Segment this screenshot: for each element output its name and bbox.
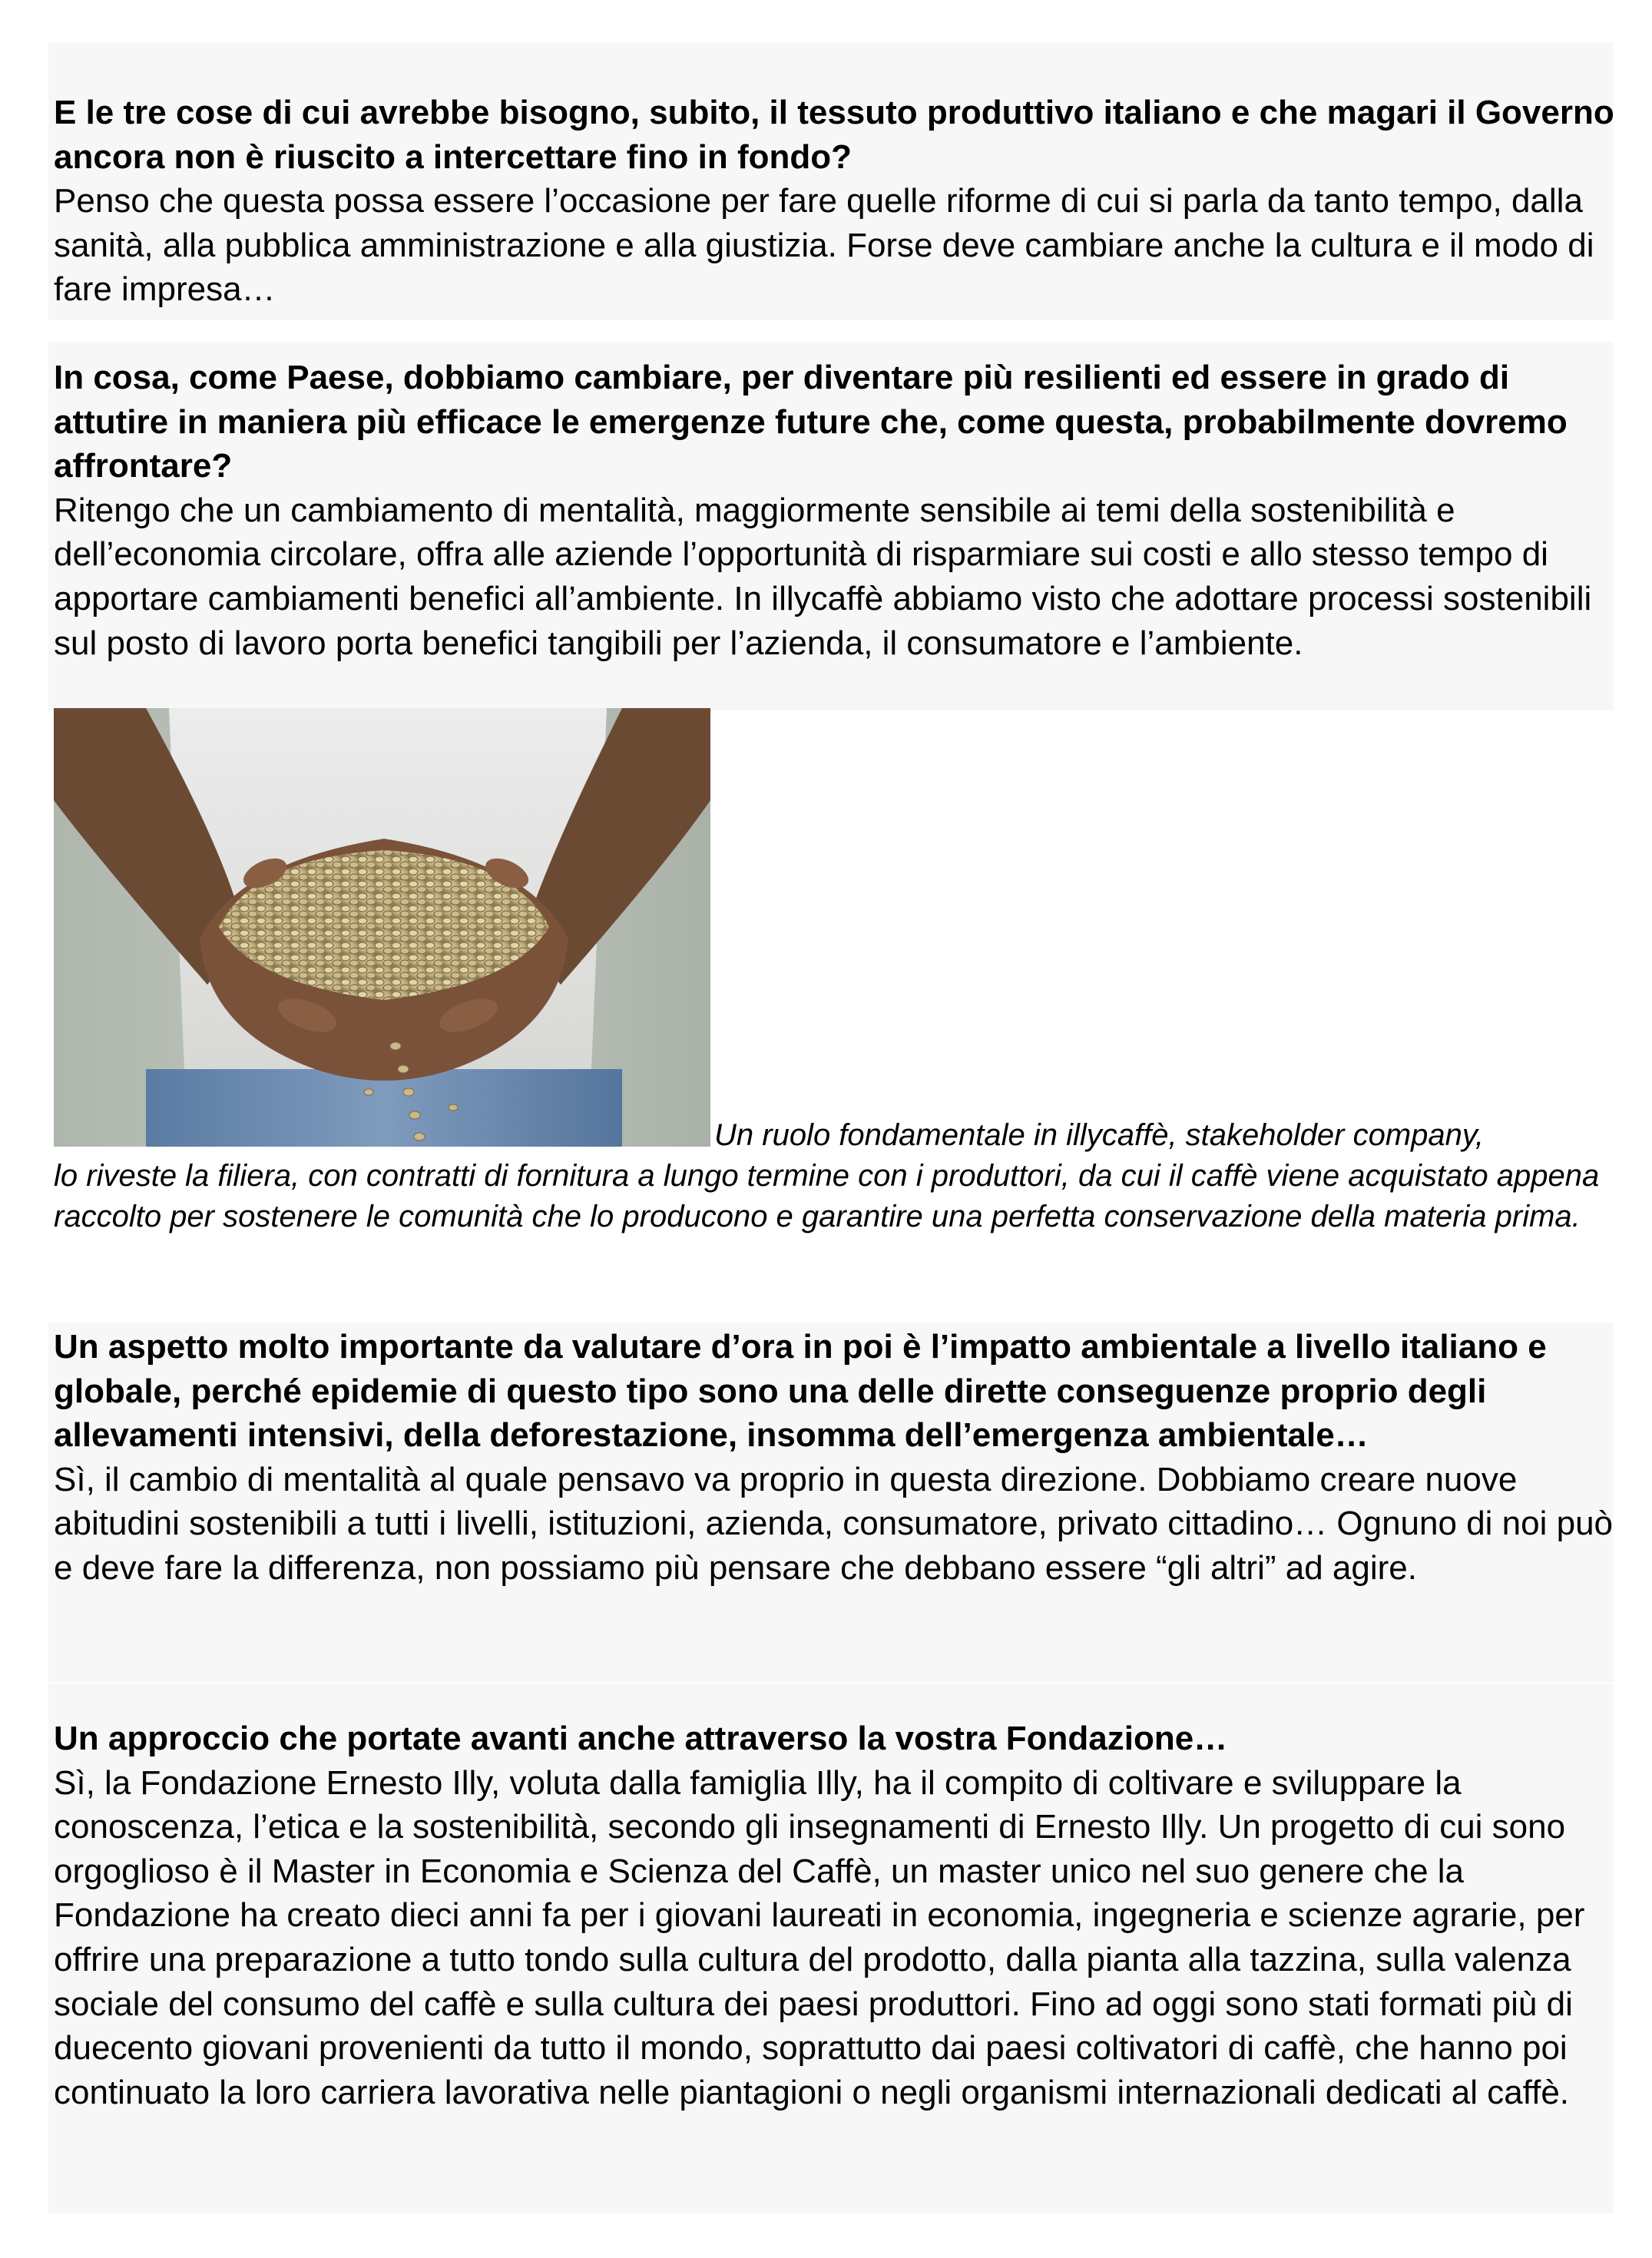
section-2 [54, 356, 1621, 665]
section-4-question: Un approccio che portate avanti anche attraverso la vostra Fondazione… [54, 1720, 1228, 1757]
section-3-answer: Sì, il cambio di mentalità al quale pensavo va proprio in questa direzione. Dobbiamo creare nuove abitudini sostenibili a tutti i livelli, istituzioni, azienda, consumatore, privato cittadino… Ognuno di noi può e deve fare la differenza, non possiamo più pensare che debbano essere “gli altri” ad agire. [54, 1460, 1614, 1587]
section-4-answer: Sì, la Fondazione Ernesto Illy, voluta dalla famiglia Illy, ha il compito di coltivare e sviluppare la conoscenza, l’etica e la sostenibilità, secondo gli insegnamenti di Ernesto Illy. Un progetto di cui sono orgoglioso è il Master in Economia e Scienza del Caffè, un master unico nel suo genere che la Fondazione ha creato dieci anni fa per i giovani laureati in economia, ingegneria e scienze agrarie, per offrire una preparazione a tutto tondo sulla cultura del prodotto, dalla pianta alla tazzina, sulla valenza sociale del consumo del caffè e sulla cultura dei paesi produttori. Fino ad oggi sono stati formati più di duecento giovani provenienti da tutto il mondo, soprattutto dai paesi coltivatori di caffè, che hanno poi continuato la loro carriera lavorativa nelle piantagioni o negli organismi internazionali dedicati al caffè. [54, 1763, 1585, 2111]
section-1 [54, 91, 1621, 312]
section-1-question: E le tre cose di cui avrebbe bisogno, subito, il tessuto produttivo italiano e che magari il Governo ancora non è riuscito a intercettare fino in fondo? [54, 94, 1614, 176]
section-2-answer: Ritengo che un cambiamento di mentalità, maggiormente sensibile ai temi della sostenibilità e dell’economia circolare, offra alle aziende l’opportunità di risparmiare sui costi e allo stesso tempo di apportare cambiamenti benefici all’ambiente. In illycaffè abbiamo visto che adottare processi sostenibili sul posto di lavoro porta benefici tangibili per l’azienda, il consumatore e l’ambiente. [54, 491, 1592, 662]
section-2-question: In cosa, come Paese, dobbiamo cambiare, per diventare più resilienti ed essere in grado di attutire in maniera più efficace le emergenze future che, come questa, probabilmente dovremo affrontare? [54, 359, 1568, 485]
coffee-beans-photo [54, 708, 710, 1147]
photo-caption-rest: lo riveste la filiera, con contratti di fornitura a lungo termine con i produttori, da cui il caffè viene acquistato appena raccolto per sostenere le comunità che lo producono e garantire una perfetta conservazione della materia prima. [54, 1159, 1600, 1233]
photo-caption-first-line: Un ruolo fondamentale in illycaffè, stakeholder company, [714, 1118, 1485, 1152]
section-1-answer: Penso che questa possa essere l’occasione per fare quelle riforme di cui si parla da tanto tempo, dalla sanità, alla pubblica amministrazione e alla giustizia. Forse deve cambiare anche la cultura e il modo di fare impresa… [54, 182, 1594, 309]
photo-caption [54, 1115, 1621, 1237]
section-3-question: Un aspetto molto importante da valutare d’ora in poi è l’impatto ambientale a livello italiano e globale, perché epidemie di questo tipo sono una delle dirette conseguenze proprio degli allevamenti intensivi, della deforestazione, insomma dell’emergenza ambientale… [54, 1328, 1547, 1455]
section-3 [54, 1325, 1621, 1591]
section-4 [54, 1717, 1621, 2114]
hands-holding-coffee-beans-icon [54, 708, 710, 1147]
